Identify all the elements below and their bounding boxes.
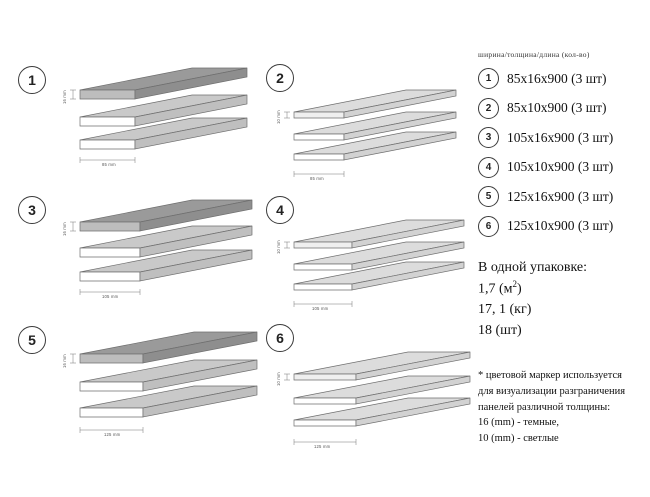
legend — [478, 50, 643, 245]
thickness-label-5: 16 mm — [62, 354, 67, 368]
legend-badge-4: 4 — [478, 157, 499, 178]
legend-item-6 — [478, 216, 643, 237]
panel-group-6 — [248, 318, 478, 458]
panel-group-4 — [248, 190, 478, 320]
package-area-value: 1,7 — [478, 281, 496, 297]
legend-item-3 — [478, 127, 643, 148]
note-line-3: панелей различной толщины: — [478, 401, 611, 413]
panel-stack-4 — [256, 212, 471, 332]
legend-item-4 — [478, 157, 643, 178]
panel-group-5 — [18, 320, 248, 460]
panel-stack-3 — [42, 190, 257, 320]
color-marker-note — [478, 368, 650, 447]
width-label-1: 85 mm — [102, 162, 116, 167]
thickness-label-6: 10 mm — [276, 372, 281, 386]
panel-group-3 — [18, 190, 248, 320]
legend-badge-3: 3 — [478, 127, 499, 148]
legend-badge-1: 1 — [478, 68, 499, 89]
package-weight — [478, 300, 648, 320]
width-label-6: 125 mm — [314, 444, 331, 449]
group-badge-5: 5 — [18, 326, 46, 354]
package-area — [478, 278, 648, 300]
group-badge-1: 1 — [18, 66, 46, 94]
legend-label-3: 105х16х900 (3 шт) — [507, 129, 614, 145]
panel-group-2 — [248, 58, 478, 188]
package-count — [478, 321, 648, 341]
group-badge-4: 4 — [266, 196, 294, 224]
thickness-label-2: 10 mm — [276, 110, 281, 124]
legend-badge-2: 2 — [478, 98, 499, 119]
note-line-1: * цветовой маркер используется — [478, 370, 622, 381]
thickness-label-3: 16 mm — [62, 222, 67, 236]
package-area-sup: 2 — [512, 279, 518, 290]
package-weight-unit: (кг) — [509, 302, 532, 318]
panel-stack-2 — [256, 82, 466, 202]
width-label-3: 105 mm — [102, 294, 119, 299]
legend-label-1: 85х16х900 (3 шт) — [507, 70, 607, 86]
legend-badge-5: 5 — [478, 186, 499, 207]
width-label-4: 105 mm — [312, 306, 329, 311]
package-count-value: 18 — [478, 322, 492, 338]
legend-label-4: 105х10х900 (3 шт) — [507, 159, 614, 174]
panel-stack-6 — [256, 342, 476, 472]
package-count-unit: (шт) — [495, 322, 522, 338]
thickness-label-4: 10 mm — [276, 240, 281, 254]
legend-label-2: 85х10х900 (3 шт) — [507, 100, 607, 115]
note-line-5: 10 (mm) - светлые — [478, 433, 559, 444]
panel-stack-1 — [42, 60, 252, 190]
legend-header: ширина/толщина/длина (кол-во) — [478, 50, 590, 59]
panel-group-1 — [18, 60, 248, 190]
thickness-label-1: 16 mm — [62, 90, 67, 104]
group-badge-6: 6 — [266, 324, 294, 352]
legend-label-5: 125х16х900 (3 шт) — [507, 188, 614, 204]
width-label-2: 85 mm — [310, 176, 324, 181]
package-area-unit: (м — [499, 281, 513, 297]
package-info — [478, 258, 648, 341]
group-badge-2: 2 — [266, 64, 294, 92]
group-badge-3: 3 — [18, 196, 46, 224]
panel-stack-5 — [42, 320, 262, 460]
note-line-2: для визуализации разграничения — [478, 385, 626, 397]
legend-item-2 — [478, 98, 643, 119]
package-area-tail: ) — [517, 281, 522, 297]
note-line-4: 16 (mm) - темные, — [478, 417, 560, 429]
package-weight-value: 17, 1 — [478, 302, 506, 318]
legend-item-1 — [478, 68, 643, 89]
package-title: В одной упаковке: — [478, 260, 588, 275]
legend-label-6: 125х10х900 (3 шт) — [507, 218, 614, 233]
width-label-5: 125 mm — [104, 432, 121, 437]
legend-badge-6: 6 — [478, 216, 499, 237]
legend-item-5 — [478, 186, 643, 207]
